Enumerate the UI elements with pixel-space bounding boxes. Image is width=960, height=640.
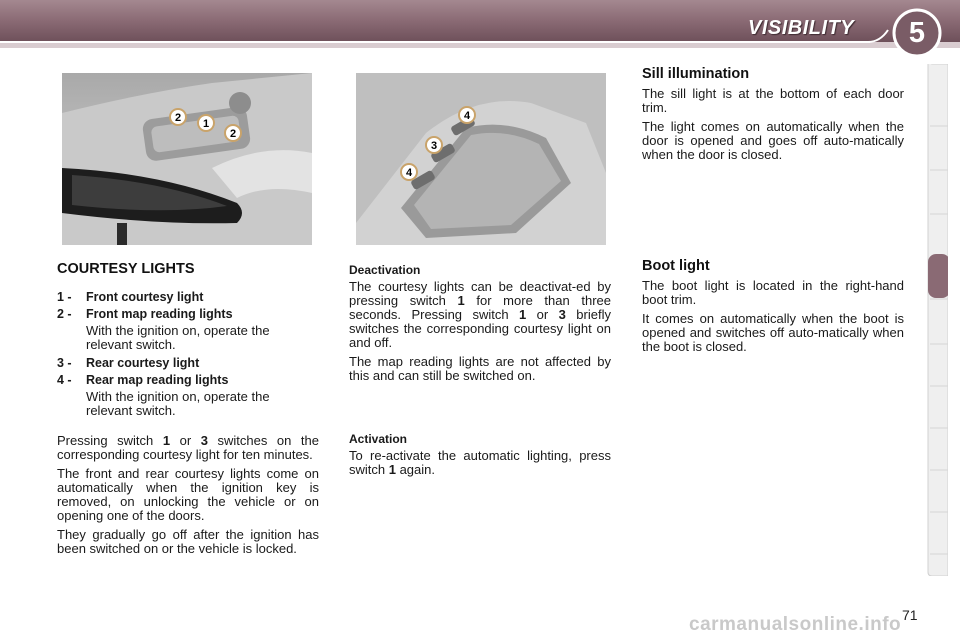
photo-label-3: 3 <box>430 140 438 152</box>
chapter-number: 5 <box>908 17 926 49</box>
item-number: 1 - <box>57 290 72 304</box>
item-front-map <box>57 307 319 321</box>
item-number: 2 - <box>57 307 72 321</box>
active-chapter-tab <box>928 254 948 298</box>
item-label: Front map reading lights <box>86 307 233 321</box>
sill-paragraph-1: The sill light is at the bottom of each door trim. <box>642 86 904 115</box>
sill-paragraph-2: The light comes on automatically when the door is opened and goes off auto-matically when the door is closed. <box>642 119 904 162</box>
item-rear-map <box>57 373 319 387</box>
item-note: With the ignition on, operate the relevant switch. <box>86 389 270 418</box>
item-label: Rear map reading lights <box>86 373 229 387</box>
courtesy-lights-heading: COURTESY LIGHTS <box>57 261 195 277</box>
gradual-off-paragraph: They gradually go off after the ignition has been switched on or the vehicle is locked. <box>57 527 319 556</box>
item-label: Front courtesy light <box>86 290 204 304</box>
pressing-switch-paragraph: Pressing switch 1 or 3 switches on the corresponding courtesy light for ten minutes. <box>57 433 319 462</box>
automatic-on-paragraph: The front and rear courtesy lights come on automatically when the ignition key is removed, on unlocking the vehicle or on opening one of the doors. <box>57 466 319 523</box>
sill-illumination-heading: Sill illumination <box>642 66 750 82</box>
deactivation-paragraph: The courtesy lights can be deactivat-ed by pressing switch 1 for more than three seconds. Pressing switch 1 or 3 briefly switches the corresponding courtesy light on and off. <box>349 279 611 350</box>
deactivation-heading: Deactivation <box>349 263 421 277</box>
boot-light-heading: Boot light <box>642 258 710 274</box>
page-number: 71 <box>902 607 918 623</box>
front-courtesy-light-photo <box>62 73 312 245</box>
chapter-title: VISIBILITY <box>748 17 855 39</box>
photo-label-4b: 4 <box>405 167 413 179</box>
chapter-tabs <box>926 64 948 576</box>
item-rear-courtesy <box>57 356 319 370</box>
activation-paragraph: To re-activate the automatic lighting, press switch 1 again. <box>349 448 611 477</box>
boot-light-section <box>642 259 904 359</box>
map-lights-note: The map reading lights are not affected by this and can still be switched on. <box>349 354 611 383</box>
boot-paragraph-2: It comes on automatically when the boot is opened and switches off auto-matically when the boot is closed. <box>642 311 904 354</box>
item-number: 3 - <box>57 356 72 370</box>
watermark: carmanualsonline.info <box>689 614 902 635</box>
photo-label-4: 4 <box>463 110 471 122</box>
activation-heading: Activation <box>349 432 408 446</box>
courtesy-lights-section <box>57 262 319 561</box>
sill-illumination-section <box>642 67 904 167</box>
item-label: Rear courtesy light <box>86 356 200 370</box>
rear-courtesy-light-photo <box>356 73 606 245</box>
activation-section <box>349 432 611 482</box>
photo-label-2: 2 <box>174 112 182 124</box>
deactivation-section <box>349 263 611 388</box>
item-front-courtesy <box>57 290 319 304</box>
boot-paragraph-1: The boot light is located in the right-hand boot trim. <box>642 278 904 307</box>
item-note: With the ignition on, operate the relevant switch. <box>86 323 270 352</box>
photo-label-2b: 2 <box>229 128 237 140</box>
item-number: 4 - <box>57 373 72 387</box>
photo-label-1: 1 <box>202 118 210 130</box>
